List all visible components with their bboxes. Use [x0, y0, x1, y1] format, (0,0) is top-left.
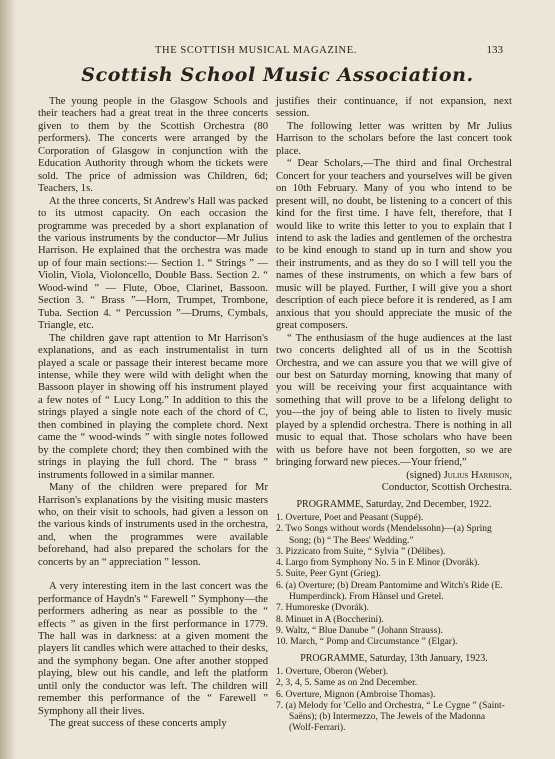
programme-heading: PROGRAMME, Saturday, 13th January, 1923. — [300, 652, 488, 664]
programme-item: 2, 3, 4, 5. Same as on 2nd December. — [276, 678, 418, 689]
programme-item: 6. Overture, Mignon (Ambroise Thomas). — [276, 689, 436, 700]
binding-edge — [0, 0, 16, 759]
letter-paragraph: “ The enthusiasm of the huge audiences at the last two concerts delighted all of us in the Scottish Orchestra, and we can assure you that we will give of our best on Saturday morning, knowing that many of you will be receiving your first acquaintance with something that will prove to be a lifelong delight to you—the joy of being able to listen to lively music played by a splendid orchestra. There is nothing in all music to equal that. Those scholars who have been with us before have not been forgotten, so we are bringing forward new pieces.—Your friend,” — [276, 332, 512, 469]
programme-item: 7. (a) Melody for 'Cello and Orchestra, “ Le Cygne ” (Saint-Saëns); (b) Intermezzo, The Jewels of the Madonna (Wolf-Ferrari). — [276, 700, 505, 734]
paragraph: Many of the children were prepared for Mr Harrison's explanations by the visiting music masters who, on their visit to schools, had given a lesson on the various kinds of instruments used in the orchestra, and, when the programmes were available beforehand, had also prepared the scholars for the concerts by an “ appreciation ” lesson. — [38, 482, 268, 568]
signature — [276, 470, 512, 482]
programme-item: 7. Humoreske (Dvorák). — [276, 603, 369, 614]
programme-item: 1. Overture, Oberon (Weber). — [276, 666, 389, 677]
paragraph: The young people in the Glasgow Schools and their teachers had a great treat in the three concerts given to them by the Scottish Orchestra (80 performers). The concerts were arranged by the Corporation of Glasgow in conjunction with the Education Authority through whom the tickets were sold. The price of admission was Children, 6d; Teachers, 1s. — [38, 96, 268, 195]
programme-heading: PROGRAMME, Saturday, 2nd December, 1922. — [296, 498, 492, 510]
programme-item: 10. March, “ Pomp and Circumstance ” (Elgar). — [276, 637, 458, 648]
signature-name: Julius Harrison, — [443, 469, 512, 481]
page-number: 133 — [486, 44, 503, 56]
left-column — [38, 96, 268, 731]
signature-prefix: (signed) — [406, 469, 444, 481]
article-title: Scottish School Music Association. — [81, 64, 474, 86]
programme-item: 2. Two Songs without words (Mendelssohn)—(a) Spring Song; (b) “ The Bees' Wedding.” — [276, 524, 492, 546]
paragraph: A very interesting item in the last concert was the performance of Haydn's “ Farewell ” Symphony—the performers adhering as near as possible to the “ effects ” as given in the first performance in 1779. The hall was in darkness: at a given moment the players lit candles which were attached to their desks, and the symphony began. One after another stopped playing, blew out his candle, and left the platform until only the conductor was left. The children will remember this performance of the “ Farewell ” Symphony all their lives. — [38, 581, 268, 717]
programme-item: 5. Suite, Peer Gynt (Grieg). — [276, 569, 381, 580]
paragraph: The children gave rapt attention to Mr Harrison's explanations, and as each instrumentalist in turn played a scale or passage their interest became more intense, while they were wild with delight when the Bassoon player in showing off his instrument played a few notes of “ Lucy Long.” In addition to this the strings played a single note each of the chord of C, then combined in playing the complete chord. Next came the “ wood-winds ” with single notes followed by the complete chord; they then combined with the strings in playing the full chord. The “ brass ” instruments followed in a similar manner. — [38, 332, 268, 481]
programme-item: 1. Overture, Poet and Peasant (Suppé). — [276, 512, 424, 523]
paragraph: The great success of these concerts amply — [49, 718, 227, 730]
programme-list — [276, 513, 512, 649]
programme-item: 8. Minuet in A (Boccherini). — [276, 614, 384, 625]
paragraph: The following letter was written by Mr Julius Harrison to the scholars before the last concert took place. — [276, 120, 512, 157]
programme-list — [276, 667, 512, 735]
programme-item: 6. (a) Overture; (b) Dream Pantomime and Witch's Ride (E. Humperdinck). From Hänsel und Gretel. — [276, 580, 503, 603]
programme-item: 9. Waltz, “ Blue Danube ” (Johann Strauss). — [276, 625, 443, 636]
programme-item: 3. Pizzicato from Suite, “ Sylvia ” (Délibes). — [276, 546, 446, 557]
paragraph-gap — [38, 569, 268, 581]
running-head: THE SCOTTISH MUSICAL MAGAZINE. — [155, 45, 357, 56]
letter-paragraph: “ Dear Scholars,—The third and final Orchestral Concert for your teachers and yourselves will be given on 10th February. Many of you who intend to be present will, no doubt, be listening to a concert of this kind for the first time. I have felt, therefore, that I would like to write this letter to you to explain that I intend to ask the ladies and gentlemen of the orchestra to be kind enough to stand up in turn and show you their instruments, and as they do so I will tell you the names of these instruments, on which a few bars of music will be played. Further, I will give you a short description of each piece before it is rendered, as I am anxious that you should appreciate the music of the great composers. — [276, 158, 512, 332]
paragraph: At the three concerts, St Andrew's Hall was packed to its utmost capacity. On each occasion the programme was preceded by a short explanation of the various instruments by the conductor—Mr Julius Harrison. He explained that the orchestra was made up of four main sections:— Section 1. “ Strings ” — Violin, Viola, Violoncello, Double Bass. Section 2. “ Wood-wind ” — Flute, Oboe, Clarinet, Bassoon. Section 3. “ Brass ”—Horn, Trumpet, Trombone, Tuba. Section 4. “ Percussion ”—Drums, Cymbals, Triangle, etc. — [38, 195, 268, 332]
signature-title: Conductor, Scottish Orchestra. — [381, 482, 512, 494]
paragraph: justifies their continuance, if not expansion, next session. — [276, 96, 512, 120]
programme-item: 4. Largo from Symphony No. 5 in E Minor (Dvorák). — [276, 558, 480, 569]
right-column — [276, 96, 512, 735]
